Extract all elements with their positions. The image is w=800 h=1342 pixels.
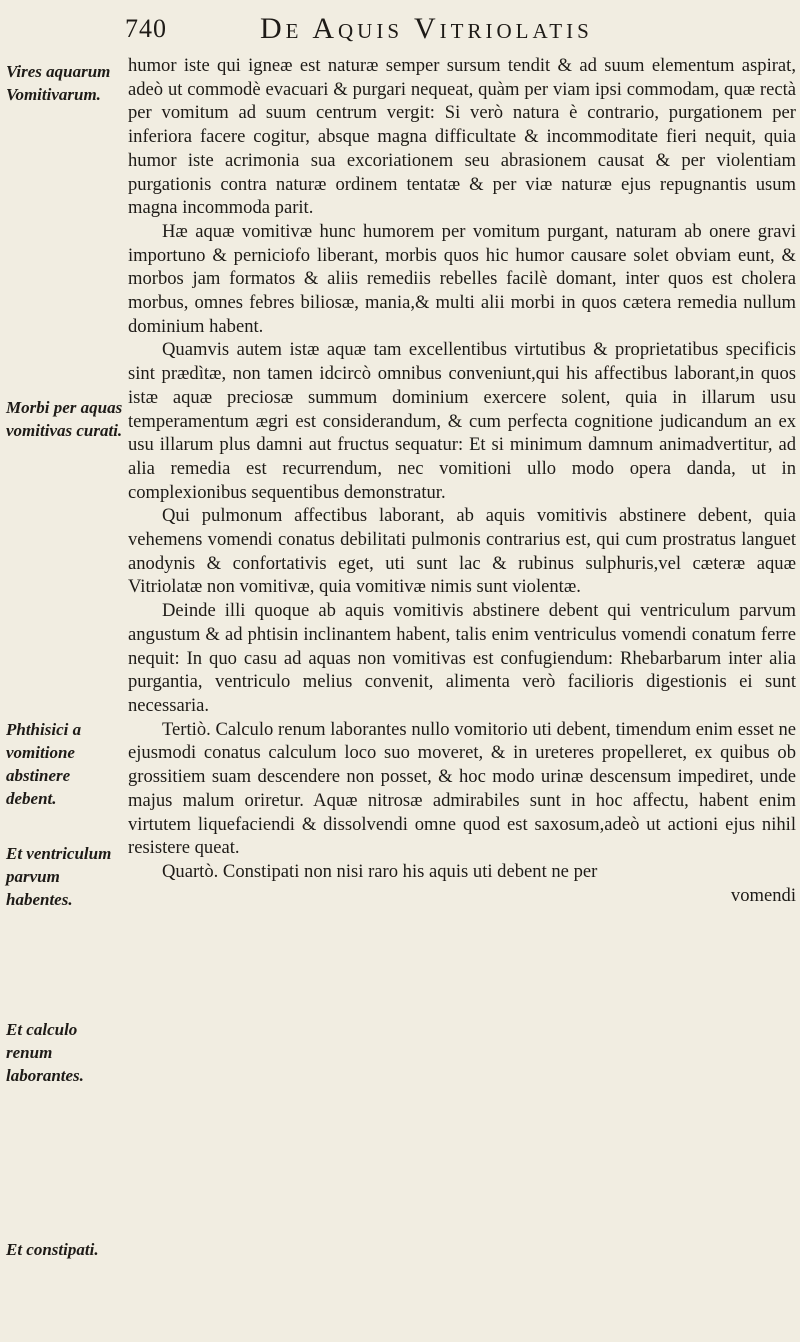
- margin-note-phthisici: Phthisici a vomitione abstinere debent.: [6, 720, 82, 808]
- margin-note-vires: Vires aquarum Vomitivarum.: [6, 62, 111, 104]
- paragraph: Quartò. Constipati non nisi raro his aquis uti debent ne per: [162, 860, 598, 882]
- margin-note-constipati: Et constipati.: [6, 1240, 99, 1259]
- paragraph: Hæ aquæ vomitivæ hunc humorem per vomitum purgant, naturam ab onere gravi importuno & perniciofo liberant, morbis quos hic humor causare solet obviam eunt, & morbos jam formatos & aliis remediis rebelles facilè domant, inter quos est cholera morbus, omnes febres biliosæ, mania,& multi alii morbi in quos cætera remedia nullum dominium habent.: [128, 220, 796, 337]
- paragraph: Quamvis autem istæ aquæ tam excellentibus virtutibus & proprietatibus specificis sint prædìtæ, non tamen idcircò omnibus conveniunt,qui his affectibus laborant,in quos istæ aquæ preciosæ summum dominium exercere solent, quia in illarum usu temperamentum ægri est considerandum, & cum perfecta cognitione judicandum an ex usu illarum plus damni aut fructus sequatur: Et si minimum damnum animadvertitur, ad alia remedia est recurrendum, nec vomitioni ullo modo opera danda, ut in complexionibus sequentibus demonstratur.: [128, 339, 796, 503]
- margin-note-morbi: Morbi per aquas vomitivas curati.: [6, 398, 123, 440]
- running-title: De Aquis Vitriolatis: [260, 12, 593, 45]
- paragraph: Deinde illi quoque ab aquis vomitivis abstinere debent qui ventriculum parvum angustum & ad phtisin inclinantem habent, talis enim ventriculus vomendi conatum ferre nequit: In quo casu ad aquas non vomitivas est confugiendum: Rhebarbarum inter alia purgantia, ventriculo melius convenit, alimenta verò facilioris digestionis ei sunt necessaria.: [128, 600, 796, 716]
- margin-note-ventriculum: Et ventriculum parvum habentes.: [6, 844, 112, 909]
- page-header: [125, 10, 795, 48]
- main-text: [128, 54, 796, 907]
- paragraph: humor iste qui igneæ est naturæ semper sursum tendit & ad suum elementum aspirat, adeò ut commodè evacuari & purgari nequeat, quàm per viam ipsi commodam, quæ rectà per vomitum ad suum centrum vergit: Si verò natura è contrario, purgationem per inferiora facere cogitur, absque magna difficultate & incommoditate fieri nequit, quia humor iste acrimonia sua excoriationem seu abrasionem causat & per violentiam purgationis contra naturæ ordinem tentatæ & per viæ naturæ ejus repugnantis usum magna incommoda parit.: [128, 55, 796, 219]
- paragraph: Tertiò. Calculo renum laborantes nullo vomitorio uti debent, timendum enim esset ne ejusmodi conatus calculum loco suo moveret, & in ureteres propelleret, ex quibus ob grossitiem suam descendere non posset, & hoc modo urinæ descensum impediret, unde majus malum oriretur. Aquæ nitrosæ admirabiles sunt in hoc affectu, habent enim virtutem liquefaciendi & dissolvendi omne quod est saxosum,adeò ut actioni ejus nihil resistere queat.: [128, 718, 796, 859]
- page-number: 740: [125, 14, 167, 43]
- catchword: vomendi: [730, 884, 796, 906]
- margin-note-calculo: Et calculo renum laborantes.: [6, 1020, 84, 1085]
- paragraph: Qui pulmonum affectibus laborant, ab aquis vomitivis abstinere debent, quia vehemens vomendi conatus debilitati pulmonis contrarius est, qui cum prostratus languet anodynis & confortativis eget, uti sunt lac & rubinus sulphuris,vel cæteræ aquæ Vitriolatæ non vomitivæ, quia vomitivæ nimis sunt violentæ.: [128, 505, 796, 598]
